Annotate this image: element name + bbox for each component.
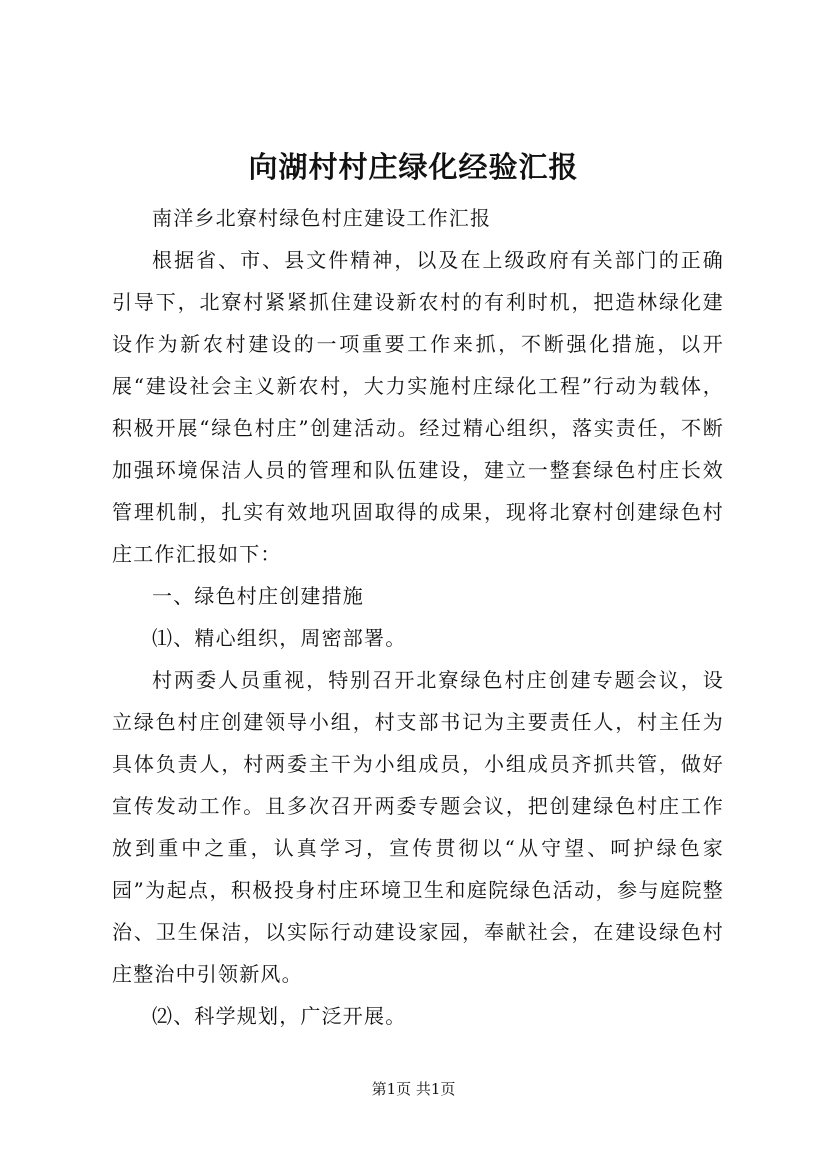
paragraph-subtitle: 南洋乡北寮村绿色村庄建设工作汇报 <box>152 206 492 230</box>
subsection-heading-2: ⑵、科学规划，广泛开展。 <box>152 1004 407 1028</box>
document-body <box>112 197 724 1037</box>
page-footer: 第1页 共1页 <box>371 1080 456 1098</box>
document-title: 向湖村村庄绿化经验汇报 <box>248 150 579 184</box>
subsection-heading-1: ⑴、精心组织，周密部署。 <box>152 626 407 650</box>
section-heading: 一、绿色村庄创建措施 <box>152 584 364 608</box>
paragraph-organization: 村两委人员重视，特别召开北寮绿色村庄创建专题会议，设立绿色村庄创建领导小组，村支部书记为主要责任人，村主任为具体负责人，村两委主干为小组成员，小组成员齐抓共管，做好宣传发动工作。且多次召开两委专题会议，把创建绿色村庄工作放到重中之重，认真学习，宣传贯彻以“从守望、呵护绿色家园”为起点，积极投身村庄环境卫生和庭院绿色活动，参与庭院整治、卫生保洁，以实际行动建设家园，奉献社会，在建设绿色村庄整治中引领新风。 <box>112 668 724 986</box>
paragraph-intro: 根据省、市、县文件精神，以及在上级政府有关部门的正确引导下，北寮村紧紧抓住建设新农村的有利时机，把造林绿化建设作为新农村建设的一项重要工作来抓，不断强化措施，以开展“建设社会主义新农村，大力实施村庄绿化工程”行动为载体，积极开展“绿色村庄”创建活动。经过精心组织，落实责任，不断加强环境保洁人员的管理和队伍建设，建立一整套绿色村庄长效管理机制，扎实有效地巩固取得的成果，现将北寮村创建绿色村庄工作汇报如下： <box>112 248 724 566</box>
